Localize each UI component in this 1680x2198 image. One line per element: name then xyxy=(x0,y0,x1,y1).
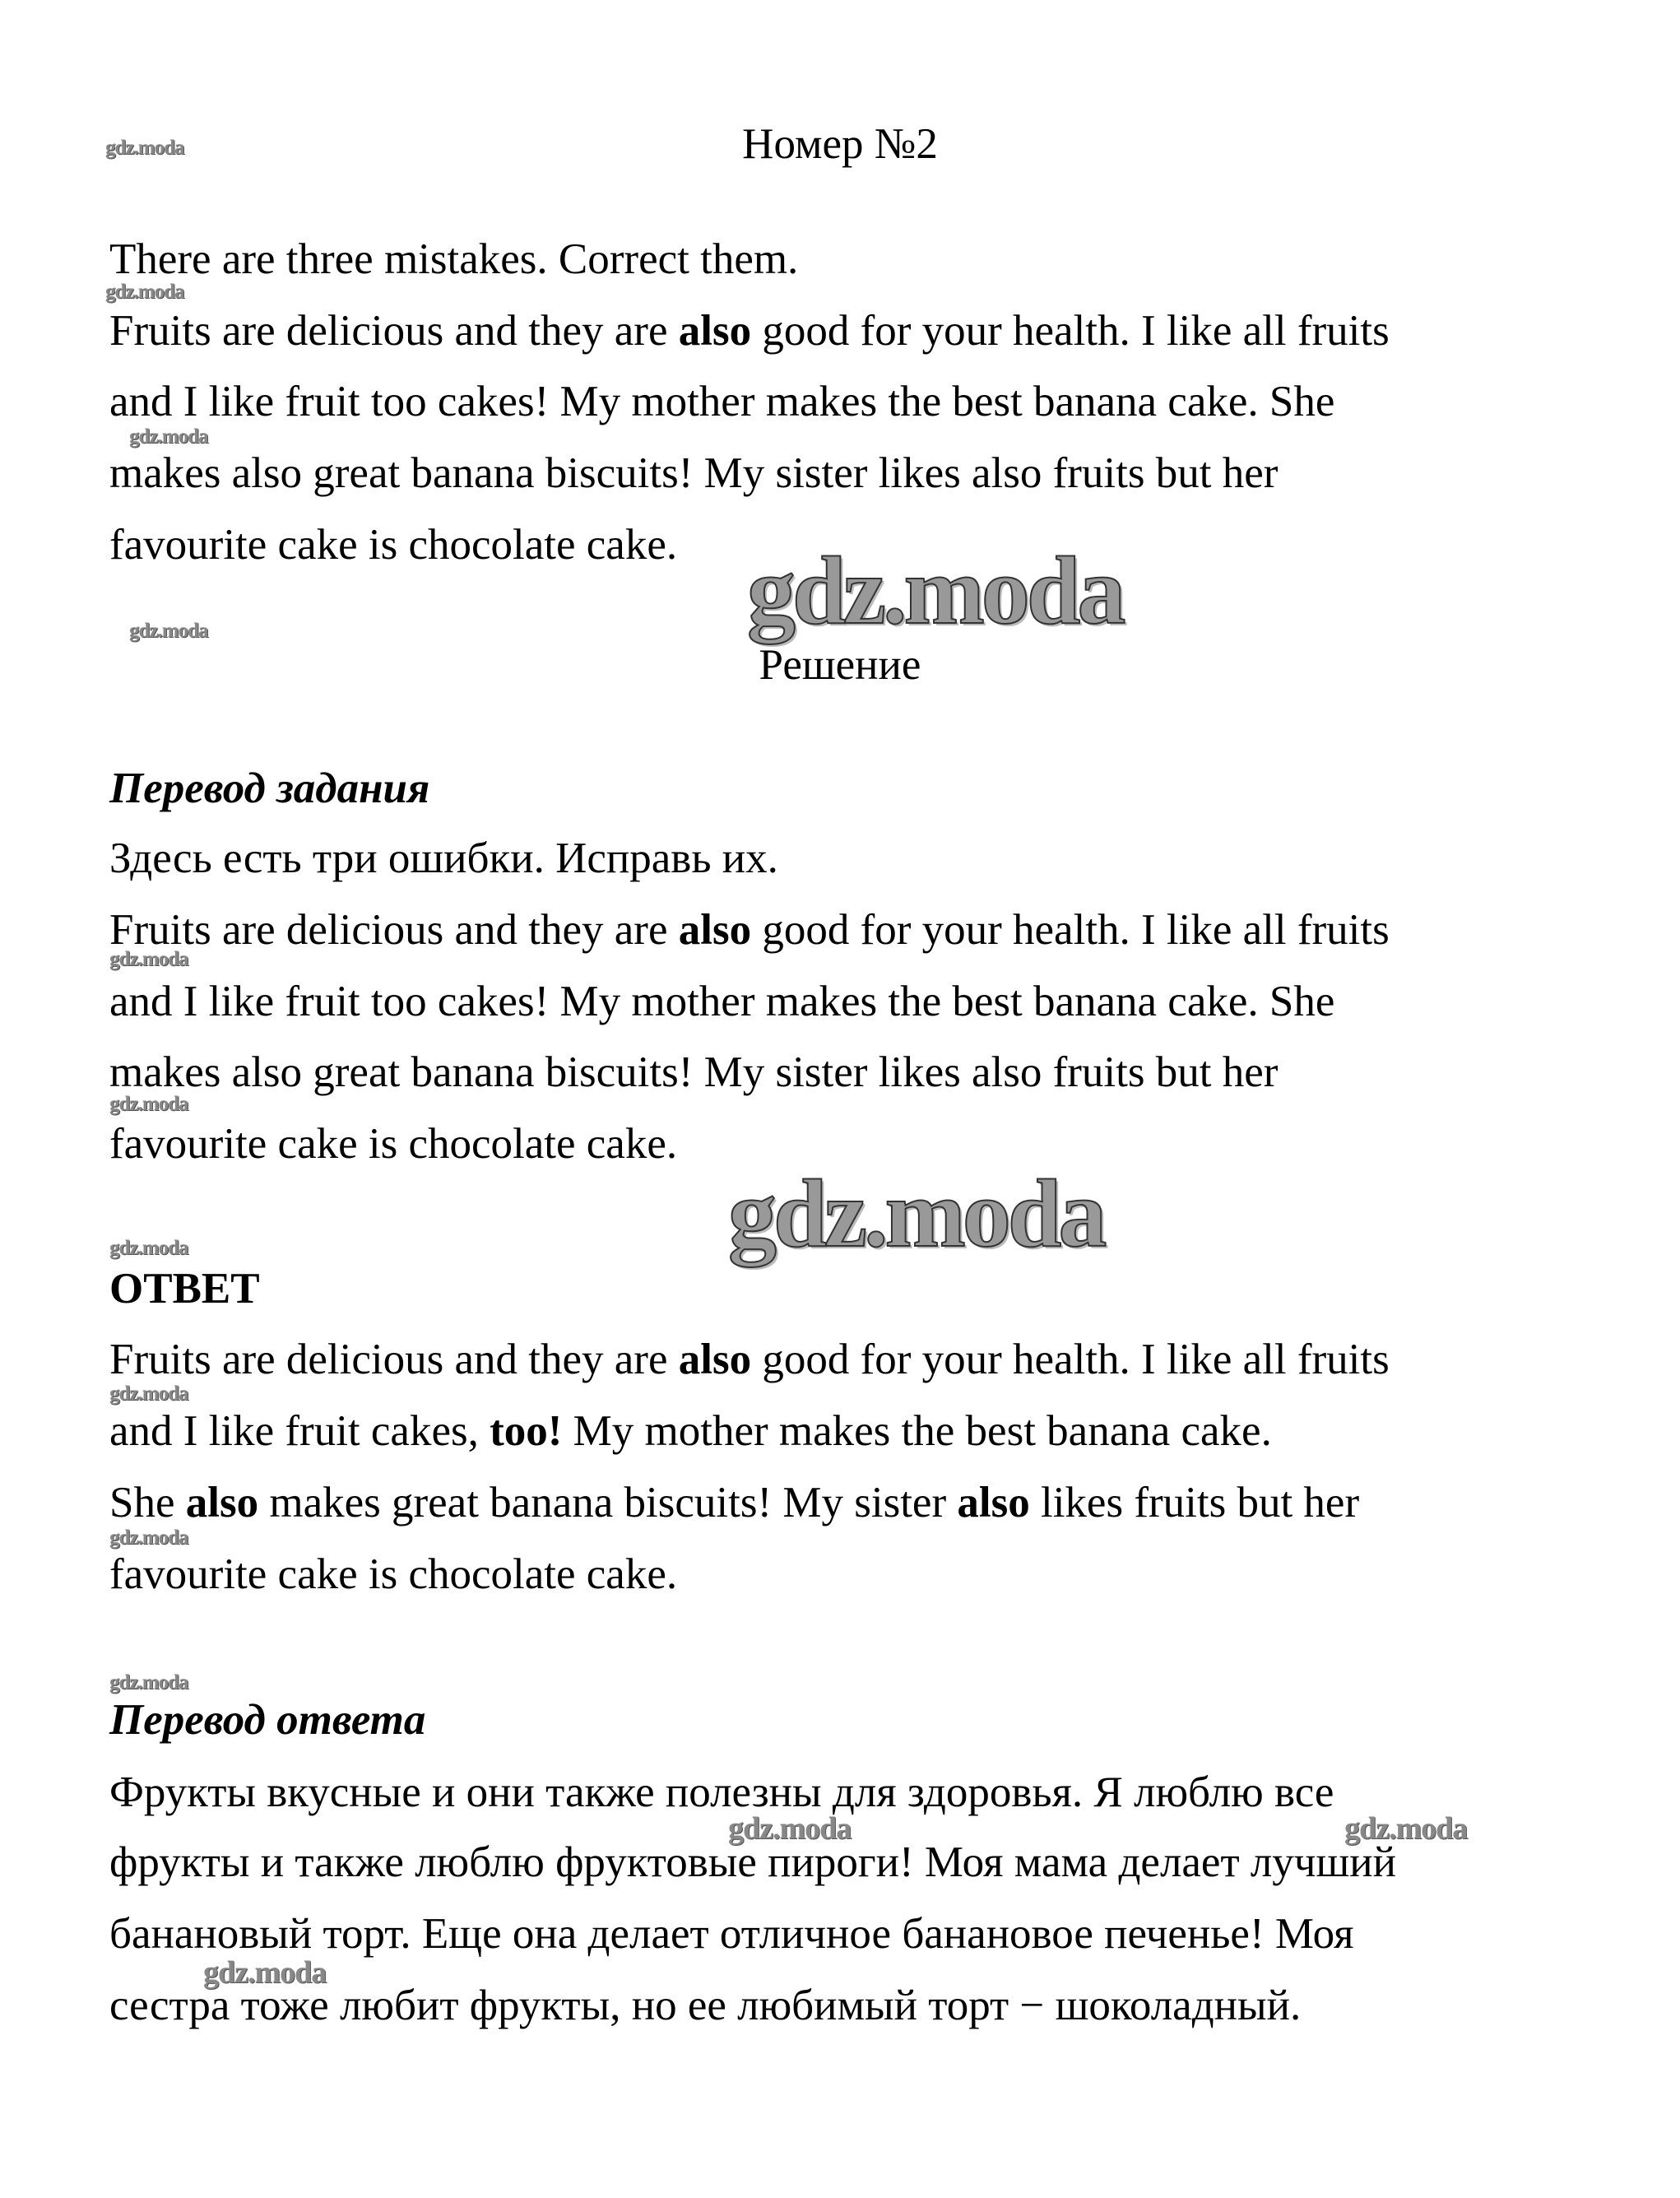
text-segment: and I like fruit too cakes! My mother makes the best banana cake. She xyxy=(109,978,1335,1025)
task-instruction: There are three mistakes. Correct them. xyxy=(109,235,799,283)
watermark: gdz.moda xyxy=(105,137,184,159)
text-line xyxy=(109,1909,1354,1959)
bold-text: also xyxy=(185,1479,259,1527)
text-line xyxy=(109,1048,1278,1097)
text-line xyxy=(109,1838,1396,1887)
text-line xyxy=(109,1550,677,1599)
text-line xyxy=(109,1981,1301,2030)
watermark: gdz.moda xyxy=(109,948,188,970)
text-line xyxy=(109,520,677,569)
text-segment: favourite cake is chocolate cake. xyxy=(109,521,678,569)
text-line xyxy=(109,1478,1359,1527)
text-segment: makes great banana biscuits! My sister xyxy=(258,1479,958,1527)
text-segment: Fruits are delicious and they are xyxy=(109,307,679,355)
text-segment: good for your health. I like all fruits xyxy=(751,906,1390,954)
text-segment: Фрукты вкусные и они также полезны для здоровья. Я люблю все xyxy=(109,1768,1334,1816)
text-segment: makes also great banana biscuits! My sister likes also fruits but her xyxy=(109,1048,1279,1096)
watermark-large: gdz.moda xyxy=(747,537,1123,644)
text-segment: favourite cake is chocolate cake. xyxy=(109,1120,678,1168)
text-line xyxy=(109,306,1390,355)
text-segment: and I like fruit cakes, xyxy=(109,1407,490,1455)
watermark: gdz.moda xyxy=(1344,1811,1468,1846)
watermark: gdz.moda xyxy=(129,425,208,448)
watermark: gdz.moda xyxy=(129,620,208,642)
watermark: gdz.moda xyxy=(109,1093,188,1115)
text-line xyxy=(109,905,1390,955)
text-segment: She xyxy=(109,1479,186,1527)
text-line xyxy=(109,977,1334,1026)
bold-text: also xyxy=(678,307,752,355)
bold-text: also xyxy=(678,906,752,954)
text-segment: Fruits are delicious and they are xyxy=(109,906,679,954)
bold-text: also xyxy=(957,1479,1030,1527)
text-segment: сестра тоже любит фрукты, но ее любимый торт − шоколадный. xyxy=(109,1982,1302,2029)
text-line xyxy=(109,1335,1390,1384)
watermark: gdz.moda xyxy=(109,1382,188,1405)
text-segment: makes also great banana biscuits! My sister likes also fruits but her xyxy=(109,449,1279,497)
text-line xyxy=(109,1119,677,1169)
text-segment: and I like fruit too cakes! My mother makes the best banana cake. She xyxy=(109,378,1335,425)
watermark: gdz.moda xyxy=(109,1527,188,1549)
text-segment: likes fruits but her xyxy=(1029,1479,1360,1527)
answer-heading: ОТВЕТ xyxy=(109,1265,260,1313)
watermark: gdz.moda xyxy=(203,1955,327,1990)
bold-text: too! xyxy=(490,1407,563,1455)
text-line xyxy=(109,377,1334,426)
text-segment: My mother makes the best banana cake. xyxy=(562,1407,1272,1455)
watermark: gdz.moda xyxy=(109,1671,188,1694)
text-segment: банановый торт. Еще она делает отличное банановое печенье! Моя xyxy=(109,1910,1354,1958)
text-segment: Fruits are delicious and they are xyxy=(109,1336,679,1383)
text-line xyxy=(109,1406,1272,1456)
translation-task-heading: Перевод задания xyxy=(109,764,430,812)
text-segment: good for your health. I like all fruits xyxy=(751,307,1390,355)
watermark: gdz.moda xyxy=(109,1237,188,1259)
solution-label: Решение xyxy=(759,641,921,689)
watermark-large: gdz.moda xyxy=(728,1159,1104,1267)
translation-task-instruction: Здесь есть три ошибки. Исправь их. xyxy=(109,834,778,882)
text-segment: favourite cake is chocolate cake. xyxy=(109,1550,678,1598)
translation-answer-heading: Перевод ответа xyxy=(109,1696,426,1744)
text-segment: good for your health. I like all fruits xyxy=(751,1336,1390,1383)
watermark: gdz.moda xyxy=(105,281,184,303)
bold-text: also xyxy=(678,1336,752,1383)
text-segment: фрукты и также люблю фруктовые пироги! Моя мама делает лучший xyxy=(109,1838,1396,1886)
text-line xyxy=(109,448,1278,498)
watermark: gdz.moda xyxy=(728,1811,852,1846)
text-line xyxy=(109,1768,1334,1817)
page-title: Номер №2 xyxy=(742,120,938,168)
